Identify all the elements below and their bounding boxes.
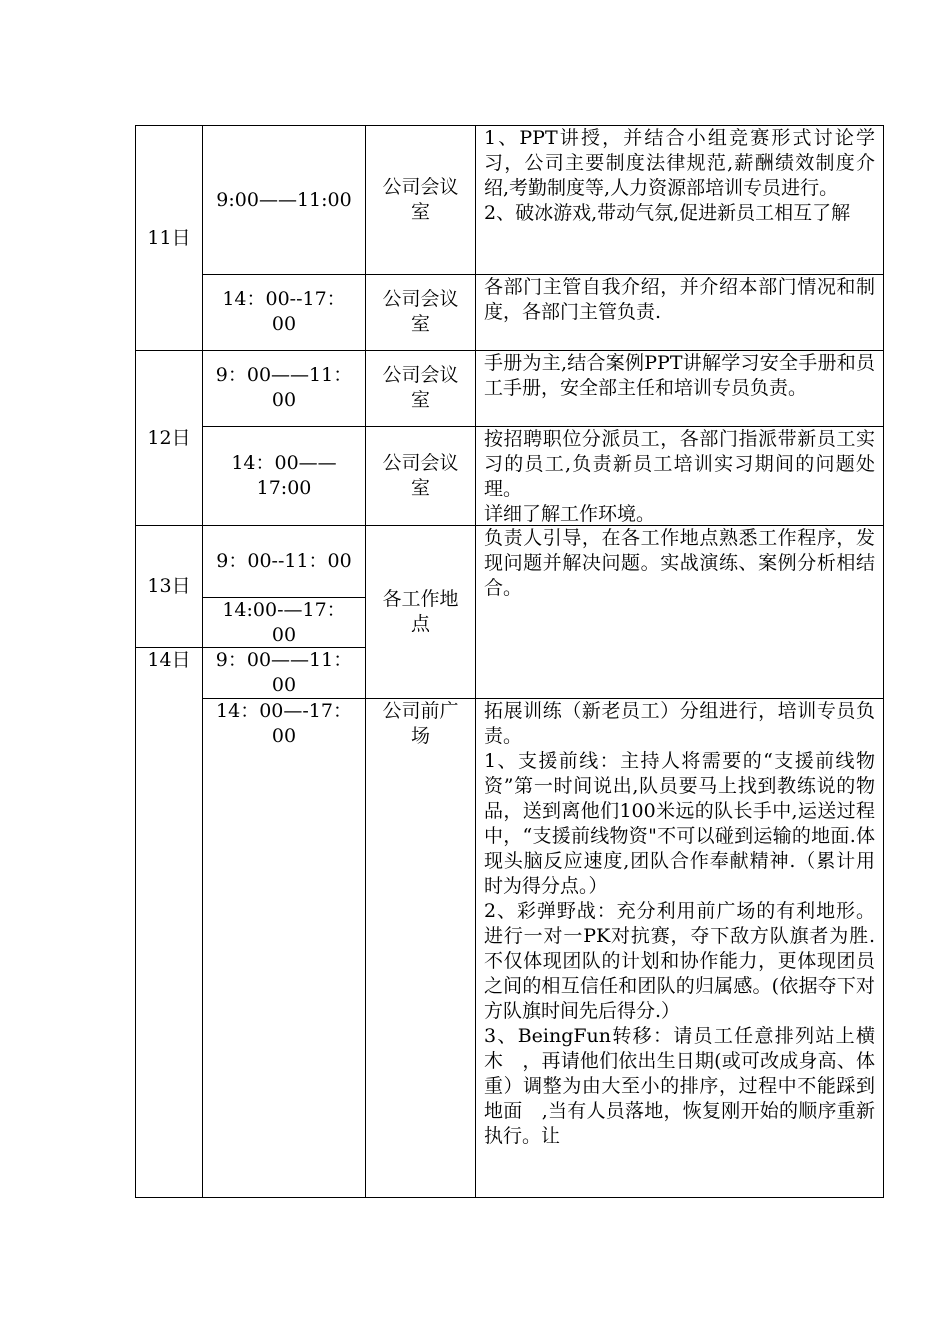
place-cell [365, 698, 476, 1198]
content-cell [475, 698, 884, 1198]
date-label: 13日 [147, 575, 191, 597]
content-paragraph: 各部门主管自我介绍，并介绍本部门情况和制度，各部门主管负责. [484, 276, 875, 323]
date-cell-13 [135, 525, 203, 648]
content-paragraph: 1、PPT讲授，并结合小组竞赛形式讨论学习，公司主要制度法律规范,薪酬绩效制度介绍,考勤制度等,人力资源部培训专员进行。 [484, 127, 875, 199]
content-cell [475, 350, 884, 427]
date-label: 12日 [147, 426, 191, 449]
date-cell-11 [135, 125, 203, 351]
content-paragraph: 按招聘职位分派员工，各部门指派带新员工实习的员工,负责新员工培训实习期间的问题处理。 [484, 428, 875, 500]
place-label: 各工作地点 [382, 588, 459, 635]
content-cell [475, 426, 884, 526]
time-label: 14：00—-17：00 [216, 700, 352, 747]
place-cell [365, 350, 476, 427]
time-cell [202, 125, 366, 275]
date-cell-14 [135, 647, 203, 1198]
place-label: 公司会议室 [382, 364, 459, 411]
time-label: 14:00-—17：00 [222, 599, 346, 646]
content-paragraph: 2、破冰游戏,带动气氛,促进新员工相互了解 [484, 202, 851, 224]
time-label: 14：00--17：00 [222, 288, 346, 335]
content-paragraph: 2、彩弹野战：充分利用前广场的有利地形。进行一对一PK对抗赛，夺下敌方队旗者为胜.不仅体现团队的计划和协作能力，更体现团员之间的相互信任和团队的归属感。(依据夺下对方队旗时间先后得分.） [484, 900, 875, 1022]
place-label: 公司前广场 [382, 700, 459, 747]
content-cell [475, 525, 884, 699]
date-label: 11日 [147, 226, 191, 249]
place-cell [365, 426, 476, 526]
time-label: 9：00——11：00 [215, 649, 353, 696]
time-label: 14：00——17:00 [231, 452, 337, 499]
content-paragraph: 1、支援前线：主持人将需要的“支援前线物资”第一时间说出,队员要马上找到教练说的物品，送到离他们100米远的队长手中,运送过程中，“支援前线物资"不可以碰到运输的地面.体现头脑反应速度,团队合作奉献精神.（累计用时为得分点。） [484, 750, 875, 897]
time-cell [202, 426, 366, 526]
time-label: 9：00--11：00 [216, 550, 352, 572]
place-cell [365, 274, 476, 351]
content-cell [475, 125, 884, 275]
place-label: 公司会议室 [382, 176, 459, 223]
time-cell [202, 525, 366, 598]
time-cell [202, 274, 366, 351]
place-cell [365, 125, 476, 275]
place-label: 公司会议室 [382, 452, 459, 499]
place-cell [365, 525, 476, 699]
time-label: 9:00——11:00 [216, 188, 352, 211]
date-label: 14日 [147, 649, 191, 671]
content-paragraph: 拓展训练（新老员工）分组进行，培训专员负责。 [484, 700, 875, 747]
content-paragraph: 手册为主,结合案例PPT讲解学习安全手册和员工手册，安全部主任和培训专员负责。 [484, 352, 875, 399]
content-paragraph: 负责人引导，在各工作地点熟悉工作程序，发现问题并解决问题。实战演练、案例分析相结合。 [484, 527, 875, 599]
content-cell [475, 274, 884, 351]
content-paragraph: 详细了解工作环境。 [484, 503, 656, 525]
time-cell [202, 350, 366, 427]
time-cell [202, 647, 366, 699]
time-label: 9：00——11：00 [215, 364, 353, 411]
time-cell [202, 597, 366, 648]
time-cell [202, 698, 366, 1198]
date-cell-12 [135, 350, 203, 526]
place-label: 公司会议室 [382, 288, 459, 335]
content-paragraph: 3、BeingFun转移：请员工任意排列站上横木 ，再请他们依出生日期(或可改成身高、体重）调整为由大至小的排序，过程中不能踩到地面 ,当有人员落地，恢复刚开始的顺序重新执行。让 [484, 1025, 875, 1147]
